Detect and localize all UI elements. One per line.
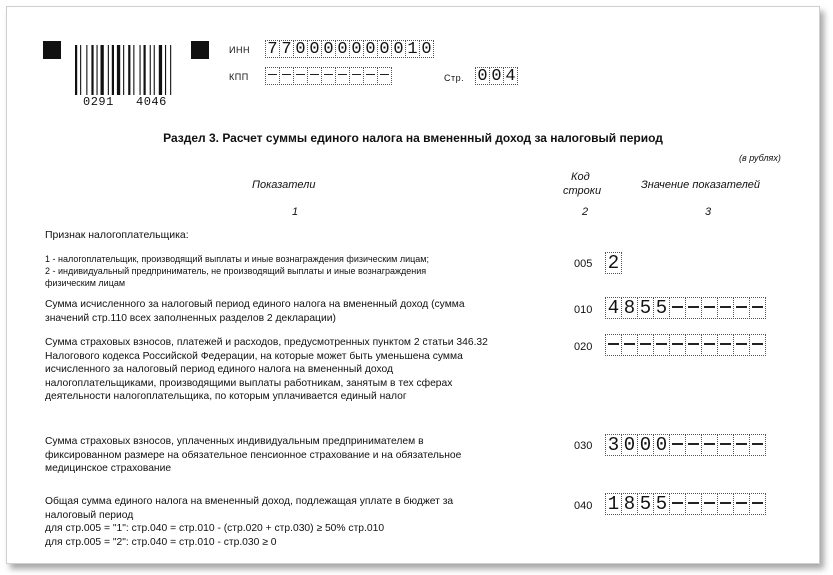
row-020-text-line: исчисленного за налоговый период единого налога на вмененный доход [45, 364, 394, 375]
row-040-text-line: для стр.005 = "2": стр.040 = стр.010 - стр.030 ≥ 0 [45, 536, 277, 548]
char-cell [701, 297, 718, 319]
barcode-number-left: 0291 [83, 95, 114, 109]
dash-mark [324, 74, 333, 76]
row-020-text-line: Налогового кодекса Российской Федерации, на которые может быть уменьшена сумма [45, 350, 463, 362]
row-030-value-field[interactable] [605, 434, 765, 456]
char-cell [685, 297, 702, 319]
char-cell: 5 [637, 297, 654, 319]
char-cell: 0 [363, 40, 378, 58]
dash-mark [672, 443, 683, 445]
page-label: Стр. [444, 73, 465, 83]
dash-mark [704, 343, 715, 345]
row-040-text-line: для стр.005 = "1": стр.040 = стр.010 - (стр.020 + стр.030) ≥ 50% стр.010 [45, 523, 385, 534]
row-040-value-field[interactable] [605, 493, 765, 515]
barcode-bar [101, 45, 104, 95]
char-cell: 0 [489, 67, 504, 85]
char-cell: 7 [265, 40, 280, 58]
char-cell [733, 297, 750, 319]
dash-mark [720, 306, 731, 308]
barcode-bar [154, 45, 155, 95]
kpp-label: КПП [229, 72, 249, 82]
dash-mark [752, 306, 763, 308]
inn-field[interactable] [265, 40, 433, 58]
corner-marker-left [43, 41, 61, 59]
char-cell [335, 67, 350, 85]
dash-mark [752, 343, 763, 345]
row-020-value-field[interactable] [605, 334, 765, 356]
dash-mark [720, 502, 731, 504]
row-040-text-line: налоговый период [45, 509, 134, 521]
dash-mark [640, 343, 651, 345]
dash-mark [352, 74, 361, 76]
column-header-code-line2: строки [563, 185, 602, 197]
dash-mark [366, 74, 375, 76]
dash-mark [736, 306, 747, 308]
char-cell [749, 334, 766, 356]
char-cell: 0 [377, 40, 392, 58]
barcode-bar [140, 45, 141, 95]
char-cell: 0 [321, 40, 336, 58]
dash-mark [752, 443, 763, 445]
row-005-code: 005 [574, 258, 593, 270]
row-010-text-line: значений стр.110 всех заполненных разделов 2 декларации) [45, 312, 336, 324]
barcode-bar [108, 45, 109, 95]
dash-mark [338, 74, 347, 76]
dash-mark [704, 306, 715, 308]
row-040-code: 040 [574, 500, 593, 512]
column-number-2: 2 [582, 206, 589, 218]
barcode-number-right: 4046 [136, 95, 167, 109]
dash-mark [672, 343, 683, 345]
char-cell [265, 67, 280, 85]
char-cell: 0 [349, 40, 364, 58]
row-030-text-line: медицинское страхование [45, 463, 172, 474]
char-cell [321, 67, 336, 85]
char-cell: 0 [621, 434, 638, 456]
dash-mark [282, 74, 291, 76]
row-010-code: 010 [574, 304, 593, 316]
row-005-description [45, 253, 429, 289]
char-cell: 2 [605, 252, 622, 274]
char-cell: 3 [605, 434, 622, 456]
char-cell: 0 [391, 40, 406, 58]
char-cell [653, 334, 670, 356]
page-number-field[interactable] [475, 67, 517, 85]
barcode-bar [112, 45, 114, 95]
char-cell [717, 493, 734, 515]
char-cell [621, 334, 638, 356]
char-cell: 0 [307, 40, 322, 58]
barcode-bar [144, 45, 146, 95]
char-cell: 4 [503, 67, 518, 85]
dash-mark [704, 443, 715, 445]
dash-mark [736, 343, 747, 345]
char-cell [293, 67, 308, 85]
char-cell [669, 434, 686, 456]
column-header-code-line1: Код [571, 171, 590, 183]
char-cell: 8 [621, 493, 638, 515]
char-cell [749, 297, 766, 319]
barcode-bar [97, 45, 98, 95]
char-cell: 1 [605, 493, 622, 515]
char-cell: 5 [653, 493, 670, 515]
char-cell [701, 334, 718, 356]
char-cell: 4 [605, 297, 622, 319]
char-cell [717, 297, 734, 319]
char-cell [749, 434, 766, 456]
barcode-bar [80, 45, 81, 95]
char-cell [685, 434, 702, 456]
char-cell: 0 [293, 40, 308, 58]
column-header-indicators: Показатели [252, 179, 316, 191]
barcode-bar [123, 45, 124, 95]
char-cell [733, 493, 750, 515]
char-cell [749, 493, 766, 515]
section-title: Раздел 3. Расчет суммы единого налога на вмененный доход за налоговый период [163, 131, 663, 145]
row-005-text-line: 1 - налогоплательщик, производящий выплаты и иные вознаграждения физическим лицам; [45, 254, 429, 264]
barcode-bar [117, 45, 120, 95]
char-cell [685, 493, 702, 515]
char-cell: 0 [335, 40, 350, 58]
barcode-bar [75, 45, 77, 95]
char-cell [363, 67, 378, 85]
char-cell: 0 [419, 40, 434, 58]
barcode-bar [128, 45, 130, 95]
row-030-code: 030 [574, 440, 593, 452]
column-number-3: 3 [705, 206, 712, 218]
inn-label: ИНН [229, 45, 250, 55]
row-020-code: 020 [574, 341, 593, 353]
dash-mark [380, 74, 389, 76]
char-cell: 5 [637, 493, 654, 515]
char-cell [637, 334, 654, 356]
row-020-text-line: деятельности налогоплательщика, по которым уплачивается единый налог [45, 391, 407, 402]
row-040-description [45, 495, 453, 549]
dash-mark [310, 74, 319, 76]
char-cell [685, 334, 702, 356]
dash-mark [608, 343, 619, 345]
dash-mark [752, 502, 763, 504]
dash-mark [720, 343, 731, 345]
dash-mark [688, 502, 699, 504]
dash-mark [672, 502, 683, 504]
column-header-value: Значение показателей [641, 179, 761, 191]
char-cell [701, 493, 718, 515]
dash-mark [688, 343, 699, 345]
char-cell [733, 334, 750, 356]
row-005-value-field[interactable] [605, 252, 621, 274]
barcode-icon [73, 45, 185, 101]
dash-mark [688, 443, 699, 445]
dash-mark [624, 343, 635, 345]
dash-mark [736, 502, 747, 504]
row-030-text-line: фиксированном размере на обязательное пенсионное страхование и на обязательное [45, 449, 462, 461]
char-cell [605, 334, 622, 356]
barcode-bar [150, 45, 151, 95]
row-040-text-line: Общая сумма единого налога на вмененный доход, подлежащая уплате в бюджет за [45, 496, 454, 507]
row-005-text-line: физическим лицам [45, 278, 126, 288]
char-cell [377, 67, 392, 85]
barcode-bar [159, 45, 162, 95]
char-cell: 7 [279, 40, 294, 58]
dash-mark [720, 443, 731, 445]
row-020-text-line: Сумма страховых взносов, платежей и расходов, предусмотренных пунктом 2 статьи 346.32 [45, 337, 488, 348]
char-cell: 0 [475, 67, 490, 85]
row-010-value-field[interactable] [605, 297, 765, 319]
char-cell: 1 [405, 40, 420, 58]
char-cell [717, 434, 734, 456]
dash-mark [688, 306, 699, 308]
barcode-bar [133, 45, 134, 95]
char-cell [349, 67, 364, 85]
barcode-bar [91, 45, 93, 95]
char-cell [717, 334, 734, 356]
dash-mark [672, 306, 683, 308]
units-note: (в рублях) [739, 153, 781, 163]
dash-mark [296, 74, 305, 76]
char-cell [279, 67, 294, 85]
barcode-bar [165, 45, 166, 95]
barcode-bar [86, 45, 87, 95]
char-cell: 0 [653, 434, 670, 456]
kpp-field[interactable] [265, 67, 391, 85]
taxpayer-sign-title: Признак налогоплательщика: [45, 229, 189, 241]
char-cell [669, 493, 686, 515]
char-cell: 5 [653, 297, 670, 319]
char-cell [733, 434, 750, 456]
row-030-description [45, 435, 461, 476]
char-cell [701, 434, 718, 456]
row-030-text-line: Сумма страховых взносов, уплаченных индивидуальным предпринимателем в [45, 436, 424, 447]
char-cell [669, 297, 686, 319]
row-020-description [45, 336, 488, 404]
char-cell [307, 67, 322, 85]
dash-mark [268, 74, 277, 76]
row-005-text-line: 2 - индивидуальный предприниматель, не производящий выплаты и иные вознаграждения [45, 266, 427, 276]
dash-mark [656, 343, 667, 345]
row-010-text-line: Сумма исчисленного за налоговый период единого налога на вмененный доход (сумма [45, 299, 465, 310]
row-020-text-line: налогоплательщиками, производящими выплаты работникам, занятым в тех сферах [45, 377, 453, 389]
dash-mark [736, 443, 747, 445]
column-number-1: 1 [292, 206, 299, 218]
corner-marker-right [191, 41, 209, 59]
row-010-description [45, 298, 465, 325]
dash-mark [704, 502, 715, 504]
form-page [6, 6, 820, 564]
char-cell: 8 [621, 297, 638, 319]
barcode-bar [170, 45, 171, 95]
char-cell: 0 [637, 434, 654, 456]
char-cell [669, 334, 686, 356]
